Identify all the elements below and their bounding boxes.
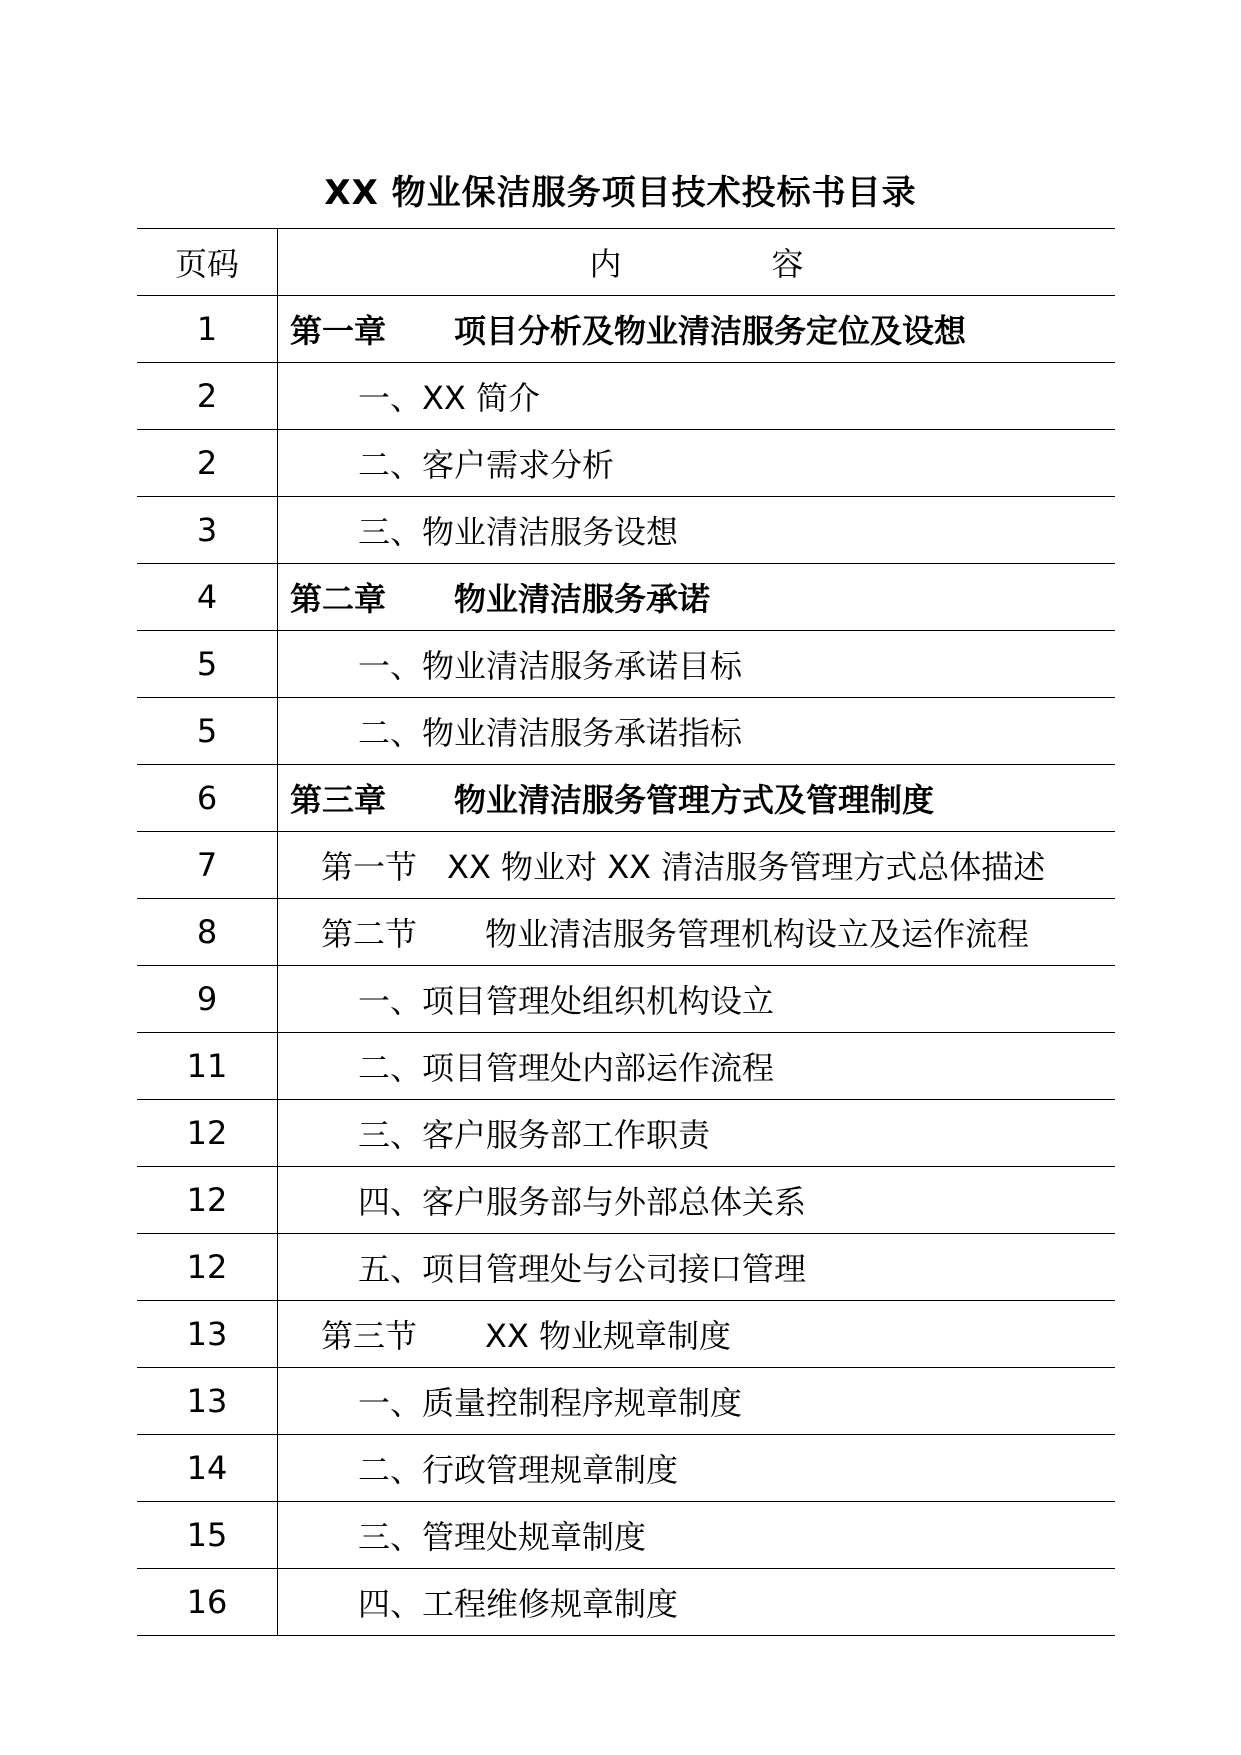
toc-entry: 一、项目管理处组织机构设立 bbox=[278, 966, 1116, 1033]
chapter-title: 物业清洁服务管理方式及管理制度 bbox=[454, 781, 935, 819]
toc-entry: 三、客户服务部工作职责 bbox=[278, 1100, 1116, 1167]
toc-row bbox=[137, 1569, 1115, 1636]
toc-entry: 二、物业清洁服务承诺指标 bbox=[278, 698, 1116, 765]
toc-page-number: 4 bbox=[137, 564, 278, 631]
toc-page-number: 12 bbox=[137, 1234, 278, 1301]
toc-entry: 三、物业清洁服务设想 bbox=[278, 497, 1116, 564]
toc-entry: 五、项目管理处与公司接口管理 bbox=[278, 1234, 1116, 1301]
toc-row bbox=[137, 564, 1115, 631]
header-content-b: 容 bbox=[771, 245, 804, 283]
toc-row bbox=[137, 1435, 1115, 1502]
toc-page-number: 8 bbox=[137, 899, 278, 966]
toc-page-number: 2 bbox=[137, 430, 278, 497]
section-label: 第三节 bbox=[321, 1317, 418, 1355]
toc-row bbox=[137, 698, 1115, 765]
header-content-a: 内 bbox=[589, 245, 622, 283]
toc-page-number: 2 bbox=[137, 363, 278, 430]
toc-row bbox=[137, 363, 1115, 430]
toc-page-number: 9 bbox=[137, 966, 278, 1033]
toc-entry: 四、工程维修规章制度 bbox=[278, 1569, 1116, 1636]
toc-entry bbox=[278, 296, 1116, 363]
header-page: 页码 bbox=[137, 229, 278, 296]
toc-entry: 二、项目管理处内部运作流程 bbox=[278, 1033, 1116, 1100]
chapter-title: 物业清洁服务承诺 bbox=[454, 580, 711, 618]
toc-row bbox=[137, 1502, 1115, 1569]
toc-row bbox=[137, 1167, 1115, 1234]
toc-entry: 一、XX 简介 bbox=[278, 363, 1116, 430]
toc-entry bbox=[278, 832, 1116, 899]
toc-page-number: 12 bbox=[137, 1100, 278, 1167]
toc-page-number: 5 bbox=[137, 698, 278, 765]
toc-page-number: 13 bbox=[137, 1301, 278, 1368]
document-title: XX 物业保洁服务项目技术投标书目录 bbox=[324, 173, 917, 213]
section-title: XX 物业对 XX 清洁服务管理方式总体描述 bbox=[447, 848, 1046, 886]
toc-entry bbox=[278, 564, 1116, 631]
section-title: XX 物业规章制度 bbox=[485, 1317, 732, 1355]
toc-entry: 二、客户需求分析 bbox=[278, 430, 1116, 497]
toc-header-row bbox=[137, 229, 1115, 296]
toc-row bbox=[137, 899, 1115, 966]
toc-page-number: 3 bbox=[137, 497, 278, 564]
toc-page-number: 6 bbox=[137, 765, 278, 832]
toc-entry bbox=[278, 1301, 1116, 1368]
toc-row bbox=[137, 497, 1115, 564]
toc-row bbox=[137, 1368, 1115, 1435]
toc-row bbox=[137, 1033, 1115, 1100]
toc-row bbox=[137, 1234, 1115, 1301]
toc-entry bbox=[278, 765, 1116, 832]
toc-page-number: 11 bbox=[137, 1033, 278, 1100]
toc-row bbox=[137, 966, 1115, 1033]
chapter-label: 第一章 bbox=[290, 312, 387, 350]
toc-page-number: 14 bbox=[137, 1435, 278, 1502]
toc-page-number: 7 bbox=[137, 832, 278, 899]
header-content bbox=[278, 229, 1116, 296]
chapter-label: 第三章 bbox=[290, 781, 387, 819]
toc-row bbox=[137, 765, 1115, 832]
toc-page-number: 12 bbox=[137, 1167, 278, 1234]
toc-entry bbox=[278, 899, 1116, 966]
toc-entry: 二、行政管理规章制度 bbox=[278, 1435, 1116, 1502]
toc-page-number: 13 bbox=[137, 1368, 278, 1435]
chapter-title: 项目分析及物业清洁服务定位及设想 bbox=[454, 312, 967, 350]
toc-table bbox=[137, 228, 1115, 1636]
section-label: 第二节 bbox=[321, 915, 418, 953]
toc-row bbox=[137, 631, 1115, 698]
toc-page-number: 1 bbox=[137, 296, 278, 363]
section-label: 第一节 bbox=[321, 848, 418, 886]
chapter-label: 第二章 bbox=[290, 580, 387, 618]
toc-row bbox=[137, 296, 1115, 363]
toc-page-number: 5 bbox=[137, 631, 278, 698]
toc-row bbox=[137, 430, 1115, 497]
toc-entry: 三、管理处规章制度 bbox=[278, 1502, 1116, 1569]
toc-entry: 一、质量控制程序规章制度 bbox=[278, 1368, 1116, 1435]
toc-row bbox=[137, 1301, 1115, 1368]
toc-page-number: 15 bbox=[137, 1502, 278, 1569]
toc-entry: 四、客户服务部与外部总体关系 bbox=[278, 1167, 1116, 1234]
toc-entry: 一、物业清洁服务承诺目标 bbox=[278, 631, 1116, 698]
section-title: 物业清洁服务管理机构设立及运作流程 bbox=[485, 915, 1030, 953]
toc-row bbox=[137, 1100, 1115, 1167]
toc-page-number: 16 bbox=[137, 1569, 278, 1636]
toc-row bbox=[137, 832, 1115, 899]
